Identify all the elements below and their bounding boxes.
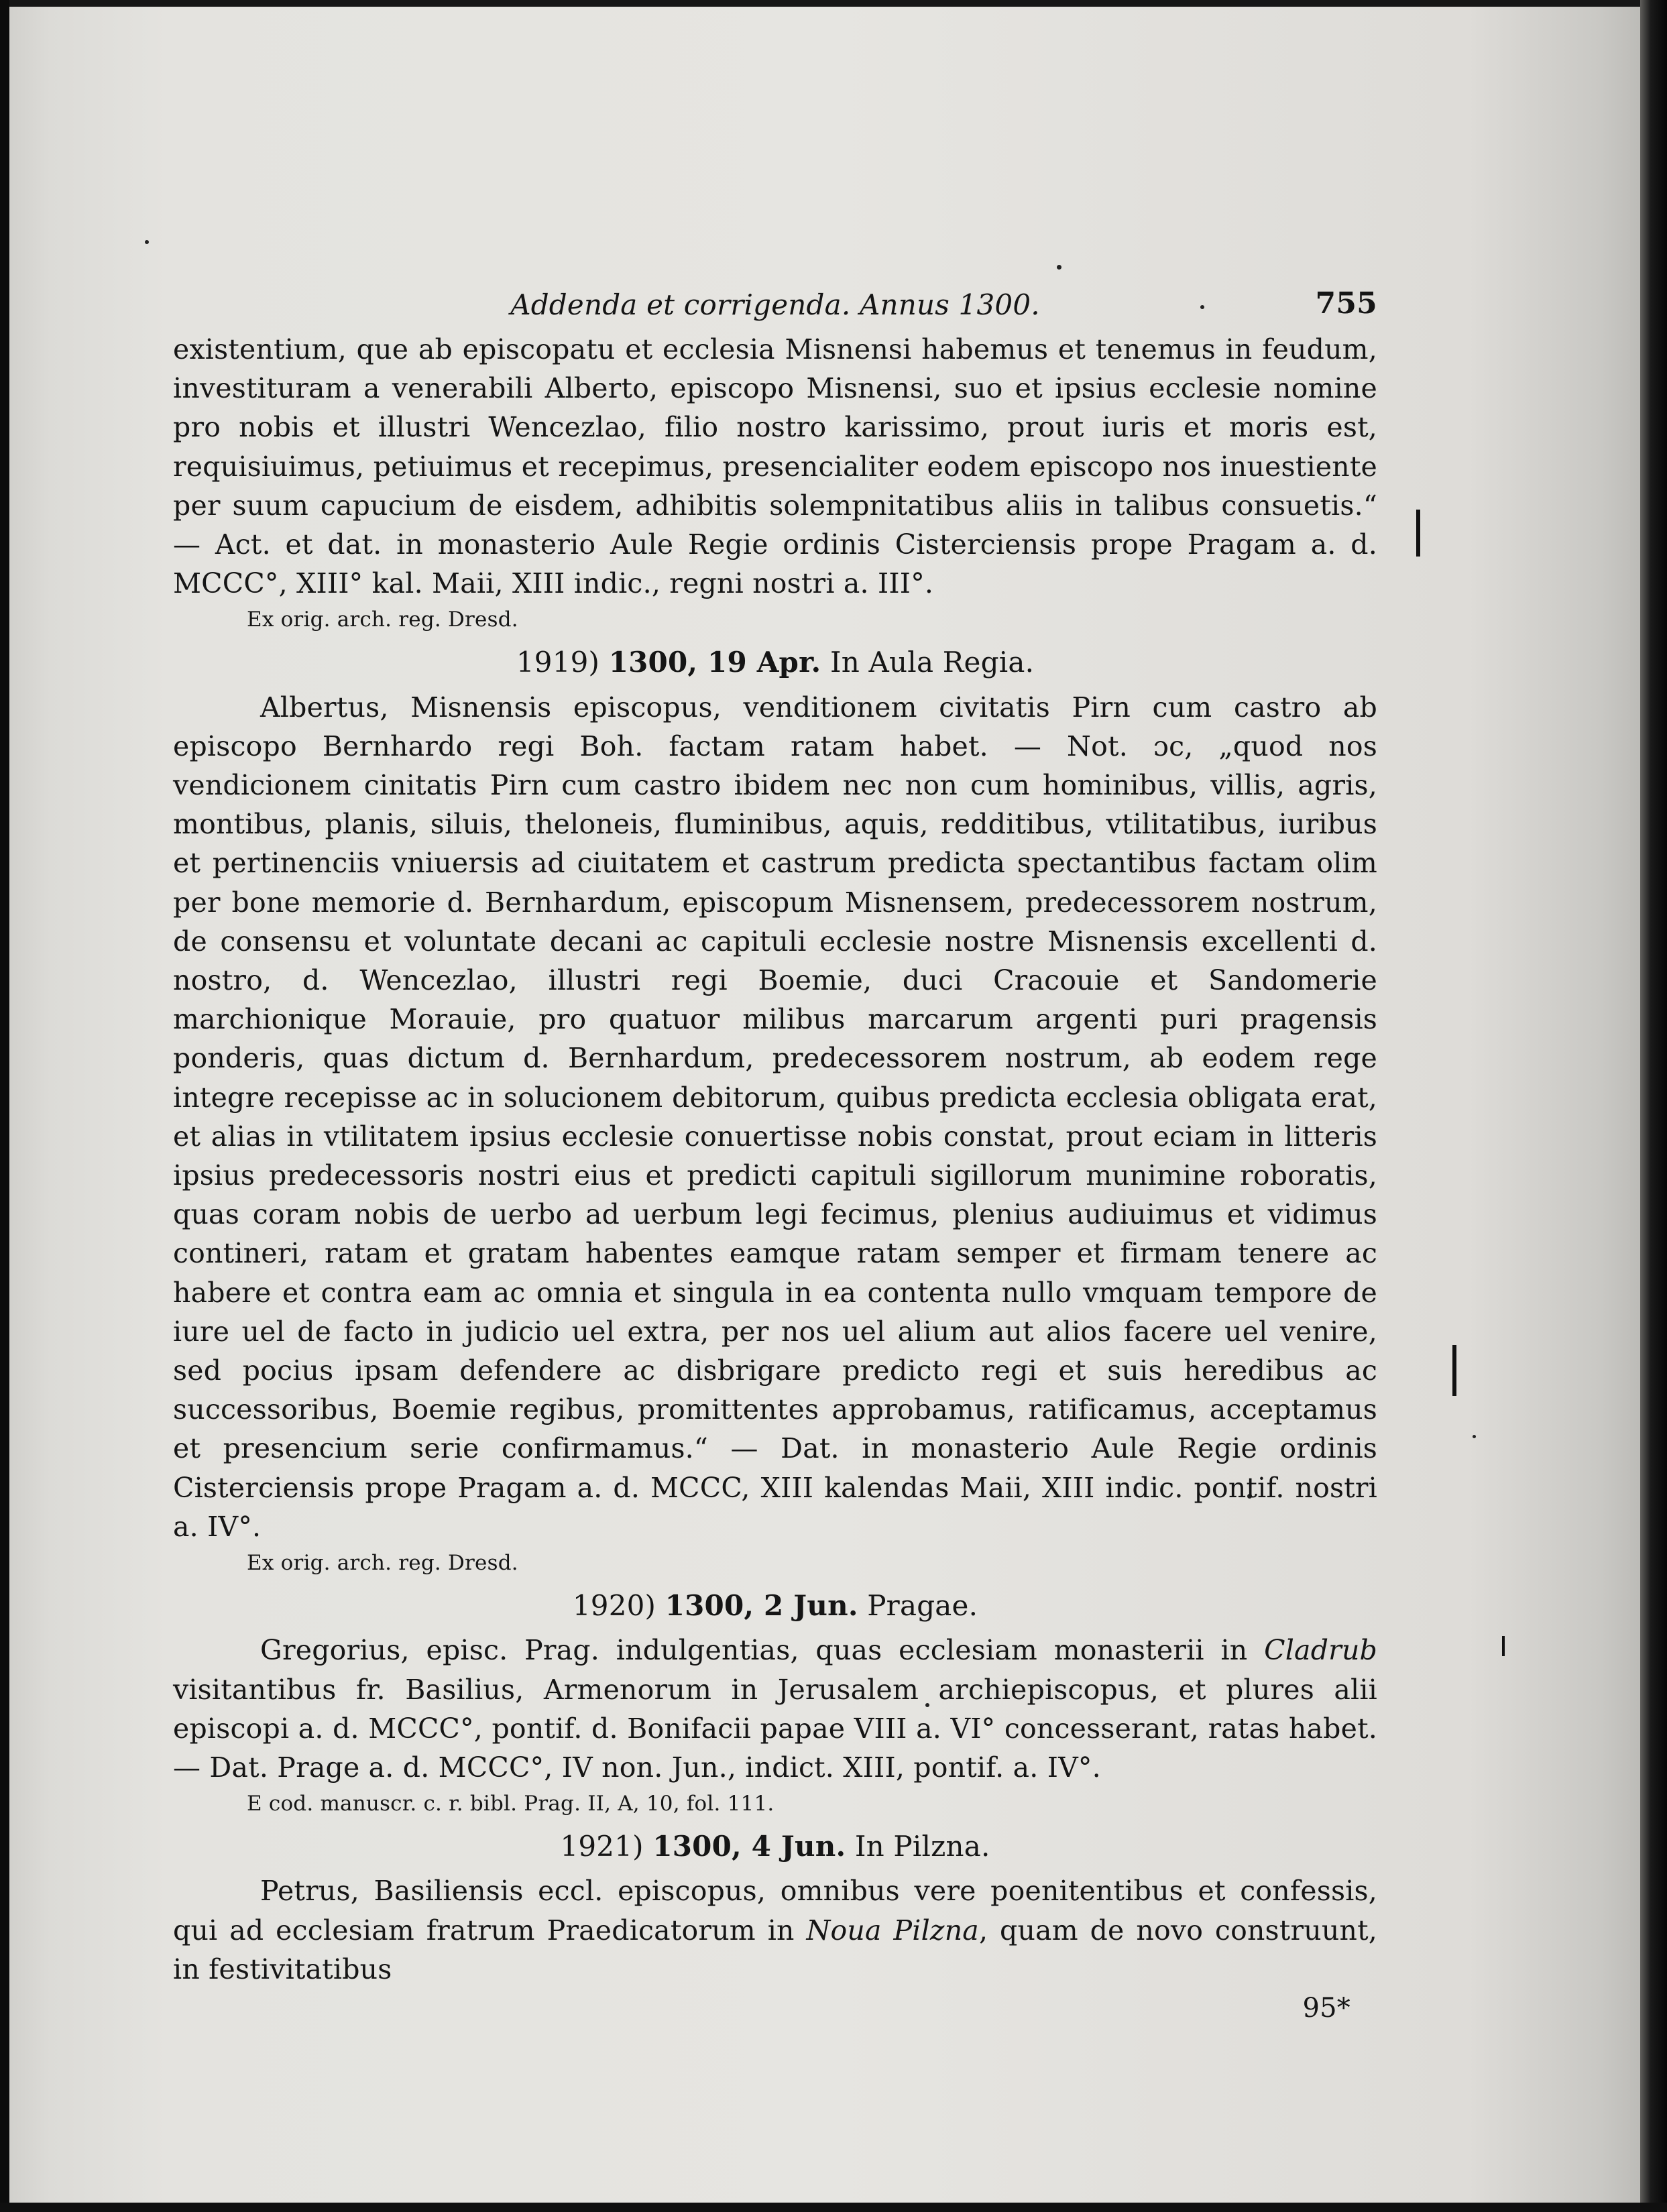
document-page xyxy=(173,282,1377,2028)
entry-place: Pragae. xyxy=(867,1589,978,1623)
scan-speck xyxy=(145,240,149,244)
entry-text-1919: Albertus, Misnensis episcopus, venditionem civitatis Pirn cum castro ab episcopo Bernhardo regi Boh. factam ratam habet. — Not. ɔc, „quod nos vendicionem cinitatis Pirn cum castro ibidem nec non cum hominibus, villis, agris, montibus, planis, siluis, theloneis, fluminibus, aquis, redditibus, vtilitatibus, iuribus et pertinenciis vniuersis ad ciuitatem et castrum predicta spectantibus factam olim per bone memorie d. Bernhardum, episcopum Misnensem, predecessorem nostrum, de consensu et voluntate decani ac capituli ecclesie nostre Misnensis excellenti d. nostro, d. Wencezlao, illustri regi Boemie, duci Cracouie et Sandomerie marchionique Morauie, pro quatuor milibus marcarum argenti puri pragensis ponderis, quas dictum d. Bernhardum, predecessorem nostrum, ab eodem rege integre recepisse ac in solucionem debitorum, quibus predicta ecclesia obligata erat, et alias in vtilitatem ipsius ecclesie conuertisse nobis constat, prout eciam in litteris ipsius predecessoris nostri eius et predicti capituli sigillorum munimine roboratis, quas coram nobis de uerbo ad uerbum legi fecimus, plenius audiuimus et vidimus contineri, ratam et gratam habentes eamque ratam semper et firmam tenere ac habere et contra eam ac omnia et singula in ea contenta nullo vmquam tempore de iure uel de facto in judicio uel extra, per nos uel alium aut alios facere uel venire, sed pocius ipsam defendere ac disbrigare predicto regi et suis heredibus ac successoribus, Boemie regibus, promittentes approbamus, ratificamus, acceptamus et presencium serie confirmamus.“ — Dat. in monasterio Aule Regie ordinis Cisterciensis prope Pragam a. d. MCCC, XIII kalendas Maii, XIII indic. pontif. nostri a. IV°. xyxy=(173,691,1377,1543)
entry-text-1920: Gregorius, episc. Prag. indulgentias, quas ecclesiam monasterii in Cladrub visitantibus fr. Basilius, Armenorum in Jerusalem archiepiscopus, et plures alii episcopi a. d. MCCC°, pontif. d. Bonifacii papae VIII a. VI° concesserant, ratas habet. — Dat. Prage a. d. MCCC°, IV non. Jun., indict. XIII, pontif. a. IV°. xyxy=(173,1634,1377,1784)
scan-edge-left xyxy=(0,0,9,2212)
page-number: 755 xyxy=(1315,286,1377,321)
scan-edge-bottom xyxy=(0,2203,1667,2212)
entry-date: 1300, 4 Jun. xyxy=(652,1830,846,1863)
scan-edge-top xyxy=(0,0,1667,7)
running-title: Addenda et corrigenda. Annus 1300. xyxy=(510,288,1040,321)
entry-heading-1919 xyxy=(173,643,1377,682)
entry-heading-1921 xyxy=(173,1827,1377,1866)
entry-number: 1920) xyxy=(572,1589,656,1623)
gathering-signature: 95* xyxy=(1302,1992,1350,2024)
entry-text-1921: Petrus, Basiliensis eccl. episcopus, omnibus vere poenitentibus et confessis, qui ad ecclesiam fratrum Praedicatorum in Noua Pilzna, quam de novo construunt, in festivitatibus xyxy=(173,1875,1377,1985)
place-name: Noua Pilzna xyxy=(806,1914,979,1946)
page-header xyxy=(173,282,1377,330)
margin-mark xyxy=(1452,1345,1456,1396)
margin-mark xyxy=(1502,1636,1505,1656)
source-note: Ex orig. arch. reg. Dresd. xyxy=(247,1551,518,1576)
scan-speck xyxy=(1057,265,1061,270)
entry-date: 1300, 19 Apr. xyxy=(608,646,821,679)
entry-number: 1919) xyxy=(516,646,600,679)
entry-number: 1921) xyxy=(560,1830,644,1863)
entry-date: 1300, 2 Jun. xyxy=(665,1589,858,1623)
margin-mark xyxy=(1416,510,1420,557)
source-note: Ex orig. arch. reg. Dresd. xyxy=(247,607,518,632)
continuation-paragraph: existentium, que ab episcopatu et ecclesia Misnensi habemus et tenemus in feudum, investituram a venerabili Alberto, episcopo Misnensi, suo et ipsius ecclesie nomine pro nobis et illustri Wencezlao, filio nostro karissimo, prout iuris et moris est, requisiuimus, petiuimus et recepimus, presencialiter eodem episcopo nos inuestiente per suum capucium de eisdem, adhibitis solempnitatibus aliis in talibus consuetis.“ — Act. et dat. in monasterio Aule Regie ordinis Cisterciensis prope Pragam a. d. MCCC°, XIII° kal. Maii, XIII indic., regni nostri a. III°. xyxy=(173,333,1377,600)
place-name: Cladrub xyxy=(1264,1634,1377,1667)
source-note: E cod. manuscr. c. r. bibl. Prag. II, A, 10, fol. 111. xyxy=(247,1792,774,1816)
entry-place: In Aula Regia. xyxy=(829,646,1035,679)
entry-heading-1920 xyxy=(173,1586,1377,1625)
scan-speck xyxy=(1473,1435,1476,1438)
scan-edge-right xyxy=(1640,0,1667,2212)
entry-place: In Pilzna. xyxy=(854,1830,990,1863)
